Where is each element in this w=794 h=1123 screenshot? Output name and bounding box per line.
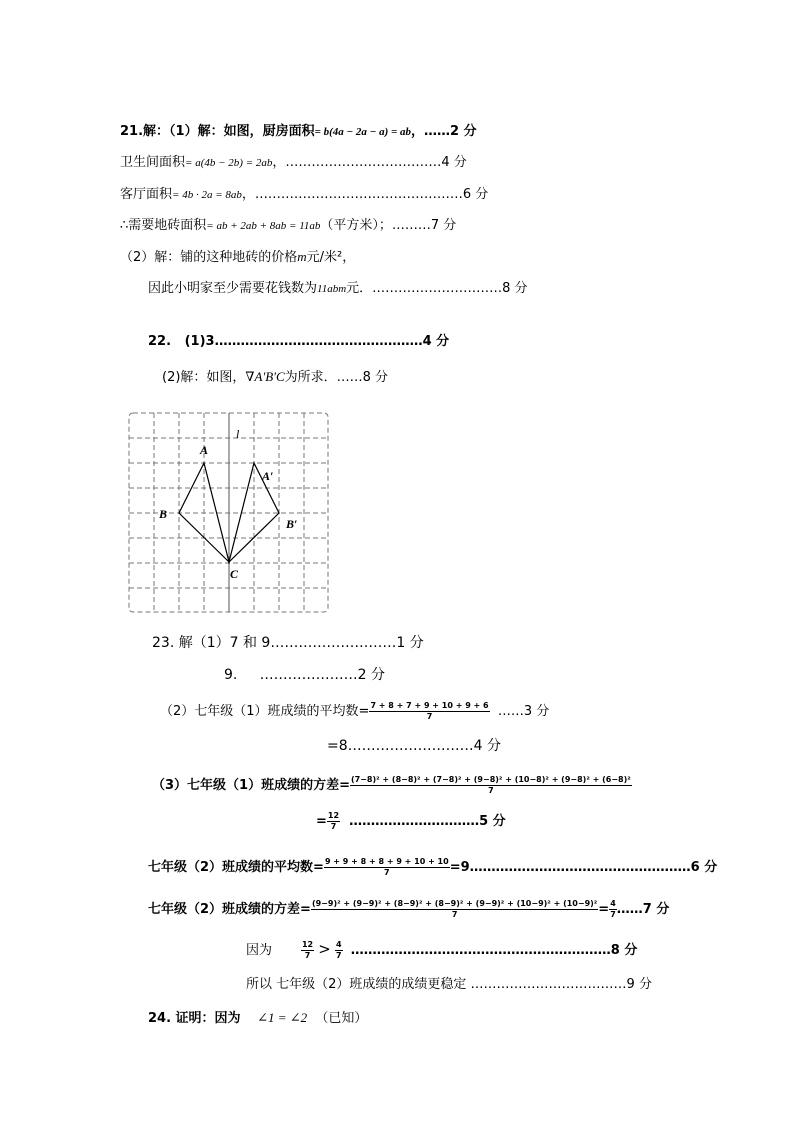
q23-line3-text: （2）七年级（1）班成绩的平均数= [160, 704, 370, 719]
q23-line1: 23. 解（1）7 和 9………………………1 分 [152, 635, 424, 651]
q24-line1-tail: （已知） [315, 1011, 368, 1026]
denominator: 7 [426, 712, 433, 721]
q23-line5 [152, 776, 632, 795]
q23-line2-num: 9. [224, 667, 238, 683]
q23-line8 [148, 900, 669, 919]
q23-line7 [148, 858, 717, 877]
q23-line7-text: 七年级（2）班成绩的平均数= [148, 860, 324, 875]
q23-line8-fraction2 [609, 900, 617, 919]
q23-line9-fraction2 [335, 941, 343, 960]
q21-line6 [148, 281, 528, 297]
q21-line6-eq: 11abm [317, 283, 347, 295]
label-b: B [159, 507, 168, 521]
q21-line6-tail: 元．…………………………8 分 [346, 281, 528, 296]
q23-line8-fraction [311, 900, 598, 919]
q23-line7-dots: =9……………………………………………6 分 [449, 860, 718, 875]
q24-line1-eq: ∠1 = ∠2 [257, 1010, 308, 1025]
q21-line3-eq: = 4b · 2a = 8ab [172, 189, 242, 201]
q21-line1-eq: = b(4a − 2a − a) = ab [314, 126, 412, 138]
q21-line5-tail: 元/米²， [306, 250, 356, 265]
label-b-prime: B′ [286, 517, 298, 531]
q21-line5 [120, 249, 355, 266]
q23-line5-text: （3）七年级（1）班成绩的方差= [152, 778, 350, 793]
denominator: 7 [451, 910, 458, 919]
denominator: 7 [330, 822, 337, 831]
greater-than-sign: > [318, 940, 331, 958]
q23-line3 [160, 702, 549, 721]
q21-line2-text: 卫生间面积 [120, 155, 186, 170]
label-a-prime: A′ [262, 469, 274, 483]
label-c: C [230, 567, 239, 581]
denominator: 7 [335, 951, 342, 960]
numerator: 4 [335, 940, 342, 949]
q23-line8-dots: ……7 分 [616, 902, 670, 917]
q21-line4-eq: = ab + 2ab + 8ab = 11ab [206, 220, 321, 232]
q23-line9-fraction1 [301, 941, 314, 960]
q22-number: 22. [148, 334, 172, 349]
q23-line3-fraction [369, 702, 489, 721]
denominator: 7 [488, 786, 494, 795]
q21-line5-eq: m [297, 249, 307, 264]
q23-line2-dots: …………………2 分 [259, 667, 385, 683]
q23-line2 [224, 667, 385, 683]
numerator: 12 [301, 940, 314, 949]
q24-line1-text: 24. 证明：因为 [148, 1011, 241, 1026]
q22-line1 [148, 334, 449, 350]
q21-line3 [120, 187, 488, 203]
q21-line1 [120, 124, 477, 140]
q23-line3-dots: ……3 分 [497, 704, 550, 719]
q23-line4: =8………………………4 分 [327, 738, 501, 754]
q21-line1-dots: ，……2 分 [411, 124, 477, 139]
q23-line9-text: 因为 [246, 943, 273, 958]
reflection-figure [128, 412, 330, 614]
q23-line8-eq: = [598, 902, 610, 917]
q23-line9-dots: ……………………………………………………8 分 [350, 943, 638, 958]
axis-label-l: l [236, 427, 240, 441]
q23-line10: 所以 七年级（2）班成绩的成绩更稳定 ………………………………9 分 [246, 977, 652, 992]
q22-line2-text: (2)解：如图， [162, 370, 246, 385]
numerator: (9−9)² + (9−9)² + (8−9)² + (8−9)² + (9−9)² + (10−9)² + (10−9)² [311, 899, 598, 908]
q21-line1-text: 21.解：（1）解：如图，厨房面积 [120, 124, 315, 139]
q23-line6 [316, 812, 506, 831]
denominator: 7 [384, 868, 390, 877]
q23-line5-fraction [350, 776, 632, 795]
q21-line4-text: ∴需要地砖面积 [120, 218, 207, 233]
q21-line5-text: （2）解：铺的这种地砖的价格 [120, 250, 298, 265]
q21-line2-dots: ，………………………………4 分 [272, 155, 467, 170]
q21-line4-dots: （平方米）；………7 分 [320, 218, 457, 233]
q21-line2-eq: = a(4b − 2b) = 2ab [185, 157, 273, 169]
q23-line7-fraction [324, 858, 450, 877]
numerator: (7−8)² + (8−8)² + (7−8)² + (9−8)² + (10−8)² + (9−8)² + (6−8)² [350, 775, 631, 784]
q24-line1 [148, 1010, 367, 1027]
numerator: 12 [327, 811, 340, 820]
q22-line2 [162, 369, 388, 386]
numerator: 9 + 9 + 8 + 8 + 9 + 10 + 10 [324, 857, 449, 866]
q22-part1: (1)3…………………………………………4 分 [184, 334, 450, 349]
denominator: 7 [304, 951, 311, 960]
numerator: 7 + 8 + 7 + 9 + 10 + 9 + 6 [370, 701, 489, 710]
q21-line3-text: 客厅面积 [120, 187, 173, 202]
q23-line6-fraction [327, 812, 340, 831]
q23-line9 [246, 941, 637, 960]
q21-line6-text: 因此小明家至少需要花钱数为 [148, 281, 318, 296]
q21-line4 [120, 218, 456, 234]
q22-line2-tail: 为所求．……8 分 [284, 370, 389, 385]
q23-line6-dots: …………………………5 分 [349, 814, 506, 829]
q21-line3-dots: ，…………………………………………6 分 [241, 187, 489, 202]
label-a: A [200, 443, 209, 457]
q23-line6-eq: = [316, 814, 327, 829]
q22-line2-eq: ∇A'B'C [245, 369, 285, 384]
numerator: 4 [610, 899, 616, 908]
denominator: 7 [610, 910, 616, 919]
q23-line8-text: 七年级（2）班成绩的方差= [148, 902, 311, 917]
q21-line2 [120, 155, 467, 171]
